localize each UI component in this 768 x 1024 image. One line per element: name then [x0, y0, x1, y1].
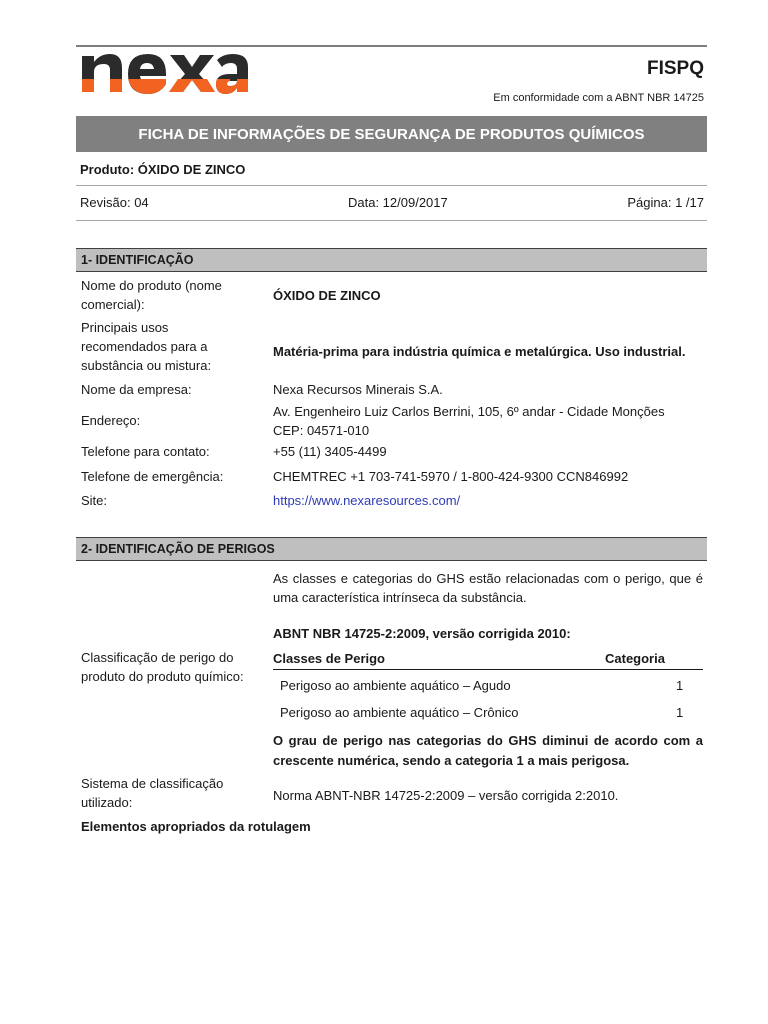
field-label: Telefone de emergência: — [81, 469, 224, 484]
system-value: Norma ABNT-NBR 14725-2:2009 – versão corrigida 2:2010. — [273, 788, 619, 803]
standard-reference: ABNT NBR 14725-2:2009, versão corrigida 2010: — [273, 626, 571, 641]
section-hazards-header — [76, 537, 707, 561]
document-code: FISPQ — [646, 58, 704, 79]
field-value: CHEMTREC +1 703-741-5970 / 1-800-424-9300 CCN846992 — [273, 469, 629, 484]
field-value: +55 (11) 3405-4499 — [273, 444, 387, 459]
classification-label: Classificação de perigo do produto do produto químico: — [81, 650, 244, 684]
field-label: Telefone para contato: — [81, 444, 210, 459]
document-title-banner — [76, 116, 707, 152]
top-rule — [76, 45, 707, 47]
field-value: Nexa Recursos Minerais S.A. — [273, 382, 443, 397]
field-label: Principais usos recomendados para a substância ou mistura: — [81, 320, 212, 373]
labeling-elements-title: Elementos apropriados da rotulagem — [81, 819, 311, 834]
field-label: Endereço: — [81, 413, 141, 428]
field-label: Site: — [81, 493, 108, 508]
field-label: Nome do produto (nome comercial): — [81, 278, 222, 312]
divider — [76, 185, 707, 186]
document-title: FICHA DE INFORMAÇÕES DE SEGURANÇA DE PRODUTOS QUÍMICOS — [138, 125, 645, 143]
date: Data: 12/09/2017 — [348, 195, 448, 210]
field-value: ÓXIDO DE ZINCO — [273, 288, 381, 303]
hazard-category-cell: 1 — [676, 678, 684, 693]
website-link[interactable]: https://www.nexaresources.com/ — [273, 493, 461, 508]
field-value: Av. Engenheiro Luiz Carlos Berrini, 105, 6º andar - Cidade Monções CEP: 04571-010 — [273, 404, 665, 438]
section-title: 2- IDENTIFICAÇÃO DE PERIGOS — [81, 542, 275, 556]
hazard-class-cell: Perigoso ao ambiente aquático – Crônico — [280, 705, 519, 720]
product-name: Produto: ÓXIDO DE ZINCO — [80, 162, 246, 177]
field-value: Matéria-prima para indústria química e metalúrgica. Uso industrial. — [273, 344, 686, 359]
page-number: Página: 1 /17 — [627, 195, 704, 210]
section-identification-header — [76, 248, 707, 272]
system-label: Sistema de classificação utilizado: — [81, 776, 224, 810]
hazard-grade-note: O grau de perigo nas categorias do GHS diminui de acordo com a crescente numérica, sendo a categoria 1 a mais perigosa. — [273, 733, 703, 768]
nexa-logo-mark — [80, 48, 250, 98]
hazard-table-rule — [273, 669, 703, 670]
section-title: 1- IDENTIFICAÇÃO — [81, 253, 194, 267]
nexa-logo — [80, 48, 250, 98]
compliance-note: Em conformidade com a ABNT NBR 14725 — [493, 92, 704, 104]
divider — [76, 220, 707, 221]
hazard-category-cell: 1 — [676, 705, 684, 720]
hazard-intro: As classes e categorias do GHS estão relacionadas com o perigo, que é uma característica intrínseca da substância. — [273, 571, 703, 605]
hazard-table-header-category: Categoria — [605, 651, 665, 666]
hazard-table-header-class: Classes de Perigo — [273, 651, 385, 666]
field-label: Nome da empresa: — [81, 382, 192, 397]
revision: Revisão: 04 — [80, 195, 149, 210]
hazard-class-cell: Perigoso ao ambiente aquático – Agudo — [280, 678, 511, 693]
